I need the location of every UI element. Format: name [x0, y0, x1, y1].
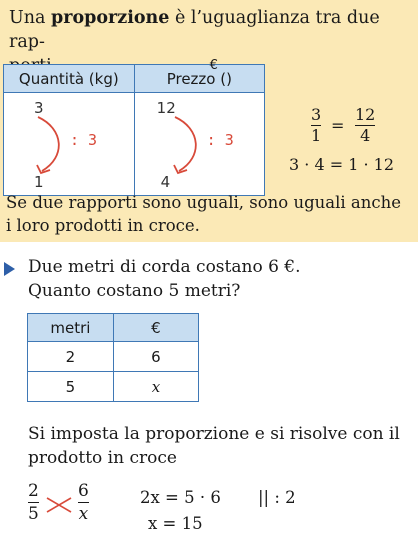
- price-bottom: 4: [160, 173, 171, 191]
- header-prezzo: Prezzo () €: [134, 65, 264, 93]
- cross-product-equation: 3 · 4 = 1 · 12: [289, 155, 394, 174]
- cross-multiply-icon: [44, 495, 74, 515]
- conclusion-text: Se due rapporti sono uguali, sono uguali anche i loro prodotti in croce.: [6, 193, 401, 235]
- price-top: 12: [156, 99, 176, 117]
- table-row: 5 x: [28, 372, 199, 402]
- price-cell: [134, 93, 264, 196]
- equals-sign: =: [331, 116, 345, 135]
- fraction-right: 12 4: [355, 105, 376, 145]
- quantity-top: 3: [34, 99, 44, 117]
- solution-fraction-right: 6 x: [78, 481, 89, 524]
- keyword-proporzione: proporzione: [51, 8, 170, 28]
- quantity-bottom: 1: [34, 173, 44, 191]
- meters-price-table: [27, 313, 199, 402]
- header-euro: €: [113, 314, 198, 342]
- division-note: || : 2: [258, 488, 296, 507]
- header-metri: metri: [28, 314, 114, 342]
- fraction-left: 3 1: [311, 105, 322, 145]
- equation-step-2: x = 15: [148, 514, 203, 533]
- solution-fraction-left: 2 5: [28, 481, 39, 524]
- intro-text: Una proporzione è l’uguaglianza tra due rap-: [9, 8, 380, 52]
- euro-symbol: €: [209, 58, 218, 73]
- curved-arrow-icon: [165, 113, 205, 183]
- table-row: 2 6: [28, 342, 199, 372]
- quantity-cell: [4, 93, 135, 196]
- header-quantita: Quantità (kg): [4, 65, 135, 93]
- divide-label: : 3: [206, 131, 234, 149]
- proportion-table: [3, 58, 265, 196]
- problem-text: Due metri di corda costano 6 €. Quanto costano 5 metri?: [28, 257, 301, 301]
- solution-text: Si imposta la proporzione e si risolve con il prodotto in croce: [28, 424, 400, 468]
- bullet-triangle-icon: [4, 262, 15, 276]
- equation-step-1: 2x = 5 · 6: [140, 488, 221, 507]
- divide-label: : 3: [70, 131, 98, 149]
